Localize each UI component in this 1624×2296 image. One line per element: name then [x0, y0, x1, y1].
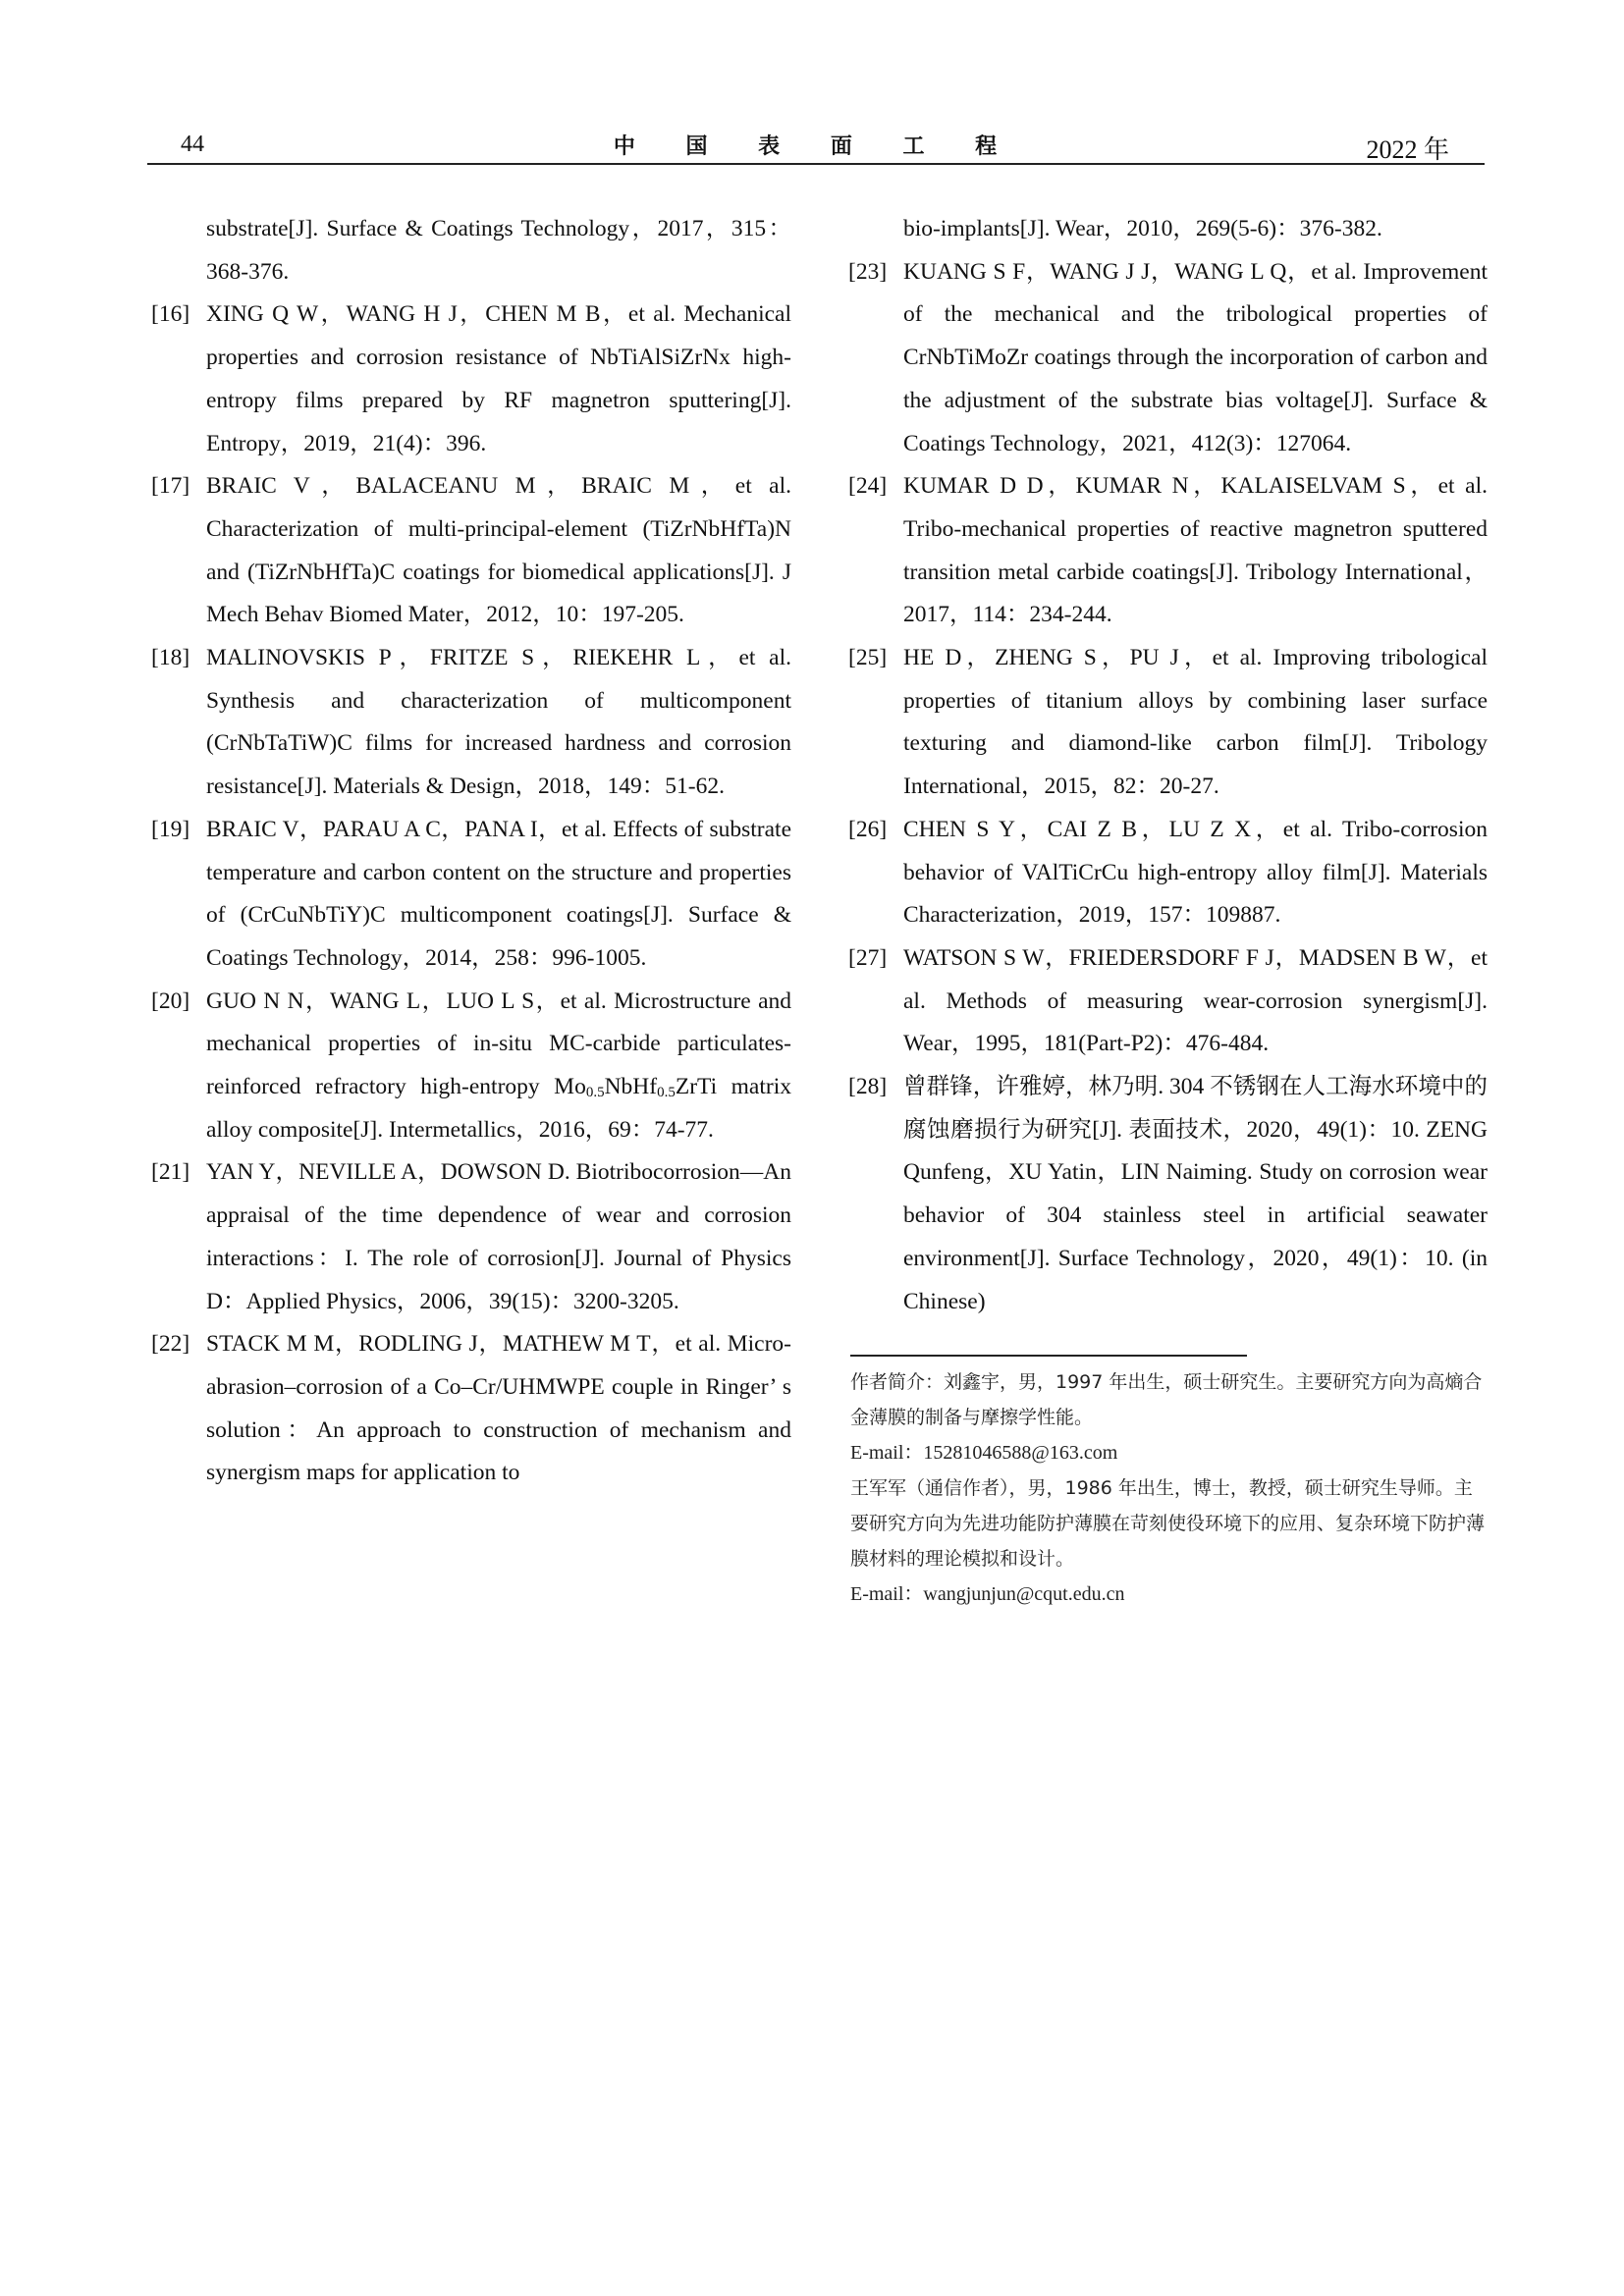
reference-number: [20] — [151, 988, 190, 1014]
reference-19 — [147, 809, 791, 981]
reference-text: BRAIC V，BALACEANU M，BRAIC M，et al. Characterization of multi-principal-element (TiZrNbHfTa)N and (TiZrNbHfTa)C coatings for biomedical applications[J]. J Mech Behav Biomed Mater，2012，10：197-205. — [206, 473, 791, 628]
reference-number: [23] — [848, 258, 888, 285]
author-bio-1: 作者简介：刘鑫宇，男，1997 年出生，硕士研究生。主要研究方向为高熵合金薄膜的制备与摩擦学性能。 — [850, 1371, 1483, 1428]
reference-text: ZrTi matrix alloy composite[J]. Intermetallics，2016，69：74-77. — [206, 1074, 791, 1143]
reference-number: [22] — [151, 1331, 190, 1358]
reference-26 — [844, 809, 1488, 937]
reference-number: [27] — [848, 944, 888, 971]
reference-18 — [147, 637, 791, 809]
author-email-1: E-mail：15281046588@163.com — [850, 1442, 1118, 1464]
reference-23 — [844, 251, 1488, 466]
reference-20 — [147, 981, 791, 1152]
reference-continuation: substrate[J]. Surface & Coatings Technology，2017，315：368-376. — [206, 216, 791, 285]
issue-year: 2022 年 — [1366, 135, 1449, 164]
reference-text: KUMAR D D，KUMAR N，KALAISELVAM S，et al. Tribo-mechanical properties of reactive magnetron sputtered transition metal carbide coatings[J]. Tribology International，2017，114：234-244. — [903, 473, 1488, 628]
reference-number: [26] — [848, 816, 888, 842]
reference-text: GUO N N，WANG L，LUO L S，et al. Microstructure and mechanical properties of in-situ MC-carbide particulates-reinforced refractory high-entropy Mo — [206, 988, 791, 1100]
reference-28 — [844, 1066, 1488, 1323]
reference-number: [21] — [151, 1159, 190, 1186]
subscript: 0.5 — [657, 1085, 676, 1101]
reference-text: STACK M M，RODLING J，MATHEW M T，et al. Micro-abrasion–corrosion of a Co–Cr/UHMWPE couple in Ringer’ s solution：An approach to construction of mechanism and synergism maps for application to — [206, 1331, 791, 1486]
reference-number: [25] — [848, 645, 888, 671]
reference-text: WATSON S W，FRIEDERSDORF F J，MADSEN B W，et al. Methods of measuring wear-corrosion synergism[J]. Wear，1995，181(Part-P2)：476-484. — [903, 944, 1488, 1057]
reference-number: [28] — [848, 1074, 888, 1100]
right-column — [844, 208, 1488, 1323]
page-number: 44 — [181, 132, 204, 157]
author-footnote — [850, 1364, 1487, 1612]
reference-text: KUANG S F，WANG J J，WANG L Q，et al. Improvement of the mechanical and the tribological properties of CrNbTiMoZr coatings through the incorporation of carbon and the adjustment of the substrate bias voltage[J]. Surface & Coatings Technology，2021，412(3)：127064. — [903, 258, 1488, 456]
reference-text: YAN Y，NEVILLE A，DOWSON D. Biotribocorrosion—An appraisal of the time dependence of wear and corrosion interactions：I. The role of corrosion[J]. Journal of Physics D：Applied Physics，2006，39(15)：3200-3205. — [206, 1159, 791, 1314]
reference-27 — [844, 937, 1488, 1066]
reference-16 — [147, 294, 791, 465]
reference-text: CHEN S Y，CAI Z B，LU Z X，et al. Tribo-corrosion behavior of VAlTiCrCu high-entropy alloy film[J]. Materials Characterization，2019，157：109887. — [903, 816, 1488, 929]
reference-text: XING Q W，WANG H J，CHEN M B，et al. Mechanical properties and corrosion resistance of NbTiAlSiZrNx high-entropy films prepared by RF magnetron sputtering[J]. Entropy，2019，21(4)：396. — [206, 301, 791, 456]
reference-continuation: bio-implants[J]. Wear，2010，269(5-6)：376-382. — [903, 216, 1382, 241]
header-rule — [147, 163, 1485, 165]
reference-22 — [147, 1323, 791, 1495]
author-bio-2: 王军军（通信作者），男，1986 年出生，博士，教授，硕士研究生导师。主要研究方向为先进功能防护薄膜在苛刻使役环境下的应用、复杂环境下防护薄膜材料的理论模拟和设计。 — [850, 1477, 1486, 1570]
reference-text: NbHf — [604, 1074, 658, 1100]
reference-24 — [844, 465, 1488, 637]
reference-number: [24] — [848, 473, 888, 500]
reference-text: MALINOVSKIS P，FRITZE S，RIEKEHR L，et al. Synthesis and characterization of multicomponent (CrNbTaTiW)C films for increased hardness and corrosion resistance[J]. Materials & Design，2018，149：51-62. — [206, 645, 791, 800]
subscript: 0.5 — [585, 1085, 605, 1101]
reference-number: [18] — [151, 645, 190, 671]
reference-21 — [147, 1151, 791, 1323]
reference-number: [16] — [151, 301, 190, 328]
left-column — [147, 208, 791, 1495]
reference-number: [17] — [151, 473, 190, 500]
journal-title: 中 国 表 面 工 程 — [613, 134, 1019, 159]
footnote-rule — [850, 1355, 1247, 1357]
reference-number: [19] — [151, 816, 190, 842]
running-header — [147, 124, 1485, 165]
reference-text: 曾群锋，许雅婷，林乃明. 304 不锈钢在人工海水环境中的腐蚀磨损行为研究[J]. 表面技术，2020，49(1)：10. ZENG Qunfeng，XU Yatin，LIN Naiming. Study on corrosion wear behavior of 304 stainless steel in artificial seawater environment[J]. Surface Technology，2020，49(1)：10. (in Chinese) — [903, 1074, 1488, 1314]
reference-text: HE D，ZHENG S，PU J，et al. Improving tribological properties of titanium alloys by combining laser surface texturing and diamond-like carbon film[J]. Tribology International，2015，82：20-27. — [903, 645, 1488, 800]
author-email-2: E-mail：wangjunjun@cqut.edu.cn — [850, 1583, 1125, 1605]
reference-25 — [844, 637, 1488, 809]
reference-text: BRAIC V，PARAU A C，PANA I，et al. Effects of substrate temperature and carbon content on the structure and properties of (CrCuNbTiY)C multicomponent coatings[J]. Surface & Coatings Technology，2014，258：996-1005. — [206, 816, 791, 971]
reference-17 — [147, 465, 791, 637]
